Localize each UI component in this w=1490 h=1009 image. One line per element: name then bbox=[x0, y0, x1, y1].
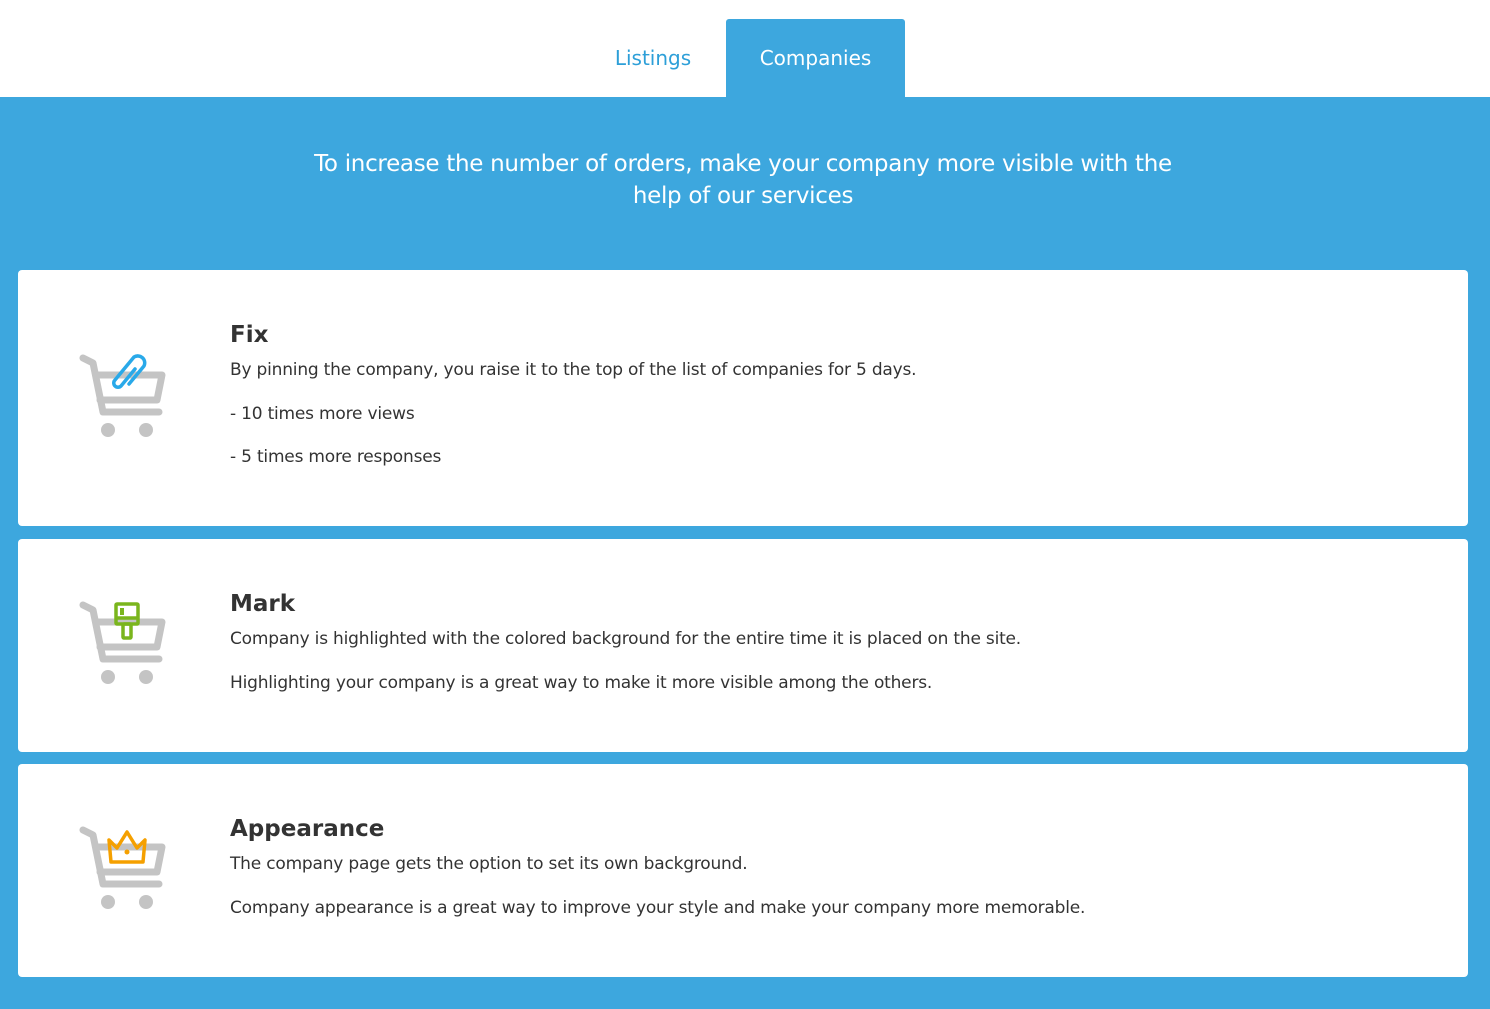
intro-text: To increase the number of orders, make your company more visible with the help of our services bbox=[314, 151, 1172, 209]
tab-listings[interactable]: Listings bbox=[614, 46, 692, 70]
tab-companies[interactable]: Companies bbox=[726, 19, 905, 97]
service-description: By pinning the company, you raise it to the top of the list of companies for 5 days. bbox=[230, 360, 917, 380]
service-description: Highlighting your company is a great way to make it more visible among the others. bbox=[230, 672, 933, 693]
service-benefit: - 10 times more views bbox=[230, 403, 415, 424]
service-title: Mark bbox=[230, 591, 296, 617]
service-card-mark bbox=[18, 539, 1468, 752]
tab-bar bbox=[0, 0, 1490, 97]
service-description: Company is highlighted with the colored background for the entire time it is placed on the site. bbox=[230, 629, 1022, 649]
service-card-fix bbox=[18, 270, 1468, 526]
service-card-body bbox=[230, 814, 1428, 939]
service-card-appearance bbox=[18, 764, 1468, 977]
service-description: The company page gets the option to set its own background. bbox=[230, 854, 748, 874]
companies-panel bbox=[0, 97, 1490, 1009]
cart-paperclip-icon bbox=[79, 354, 171, 446]
service-title: Appearance bbox=[230, 816, 385, 842]
service-card-body bbox=[230, 589, 1428, 714]
service-description: Company appearance is a great way to improve your style and make your company more memorable. bbox=[230, 897, 1086, 918]
service-title: Fix bbox=[230, 322, 269, 348]
cart-paintbrush-icon bbox=[79, 601, 171, 693]
service-benefit: - 5 times more responses bbox=[230, 447, 442, 467]
service-card-body bbox=[230, 320, 1428, 489]
cart-crown-icon bbox=[79, 826, 171, 918]
